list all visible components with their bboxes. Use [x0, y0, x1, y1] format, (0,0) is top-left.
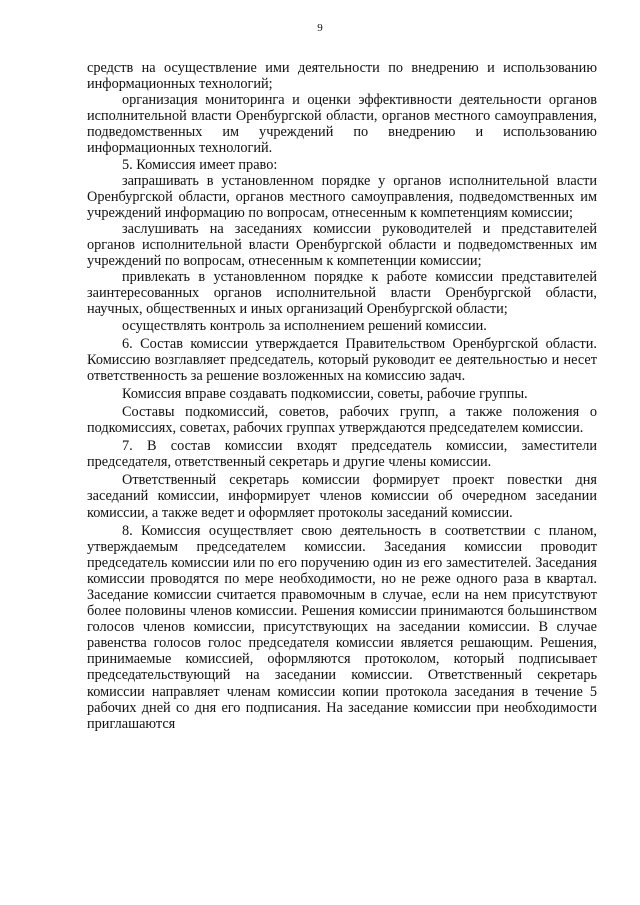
paragraph-section-5-heading: 5. Комиссия имеет право:	[122, 156, 278, 173]
document-body	[87, 60, 597, 732]
paragraph-subcommissions: Комиссия вправе создавать подкомиссии, советы, рабочие группы.	[122, 385, 528, 402]
page-number: 9	[317, 22, 323, 34]
paragraph-right-control-decisions: осуществлять контроль за исполнением решений комиссии.	[122, 317, 487, 334]
paragraph-monitoring-organization: организация мониторинга и оценки эффективности деятельности органов исполнительной власти Оренбургской области, органов местного самоуправления, подведомственных им учреждений по внедрению и использованию информационных технологий.	[87, 92, 597, 157]
paragraph-right-involve-representatives: привлекать в установленном порядке к работе комиссии представителей заинтересованных органов исполнительной власти Оренбургской области, научных, общественных и иных организаций Оренбургской области;	[87, 269, 597, 318]
paragraph-right-request-info: запрашивать в установленном порядке у органов исполнительной власти Оренбургской области, органов местного самоуправления, подведомственных им учреждений информацию по вопросам, отнесенным к компетенциям комиссии;	[87, 172, 597, 221]
paragraph-section-6-composition: 6. Состав комиссии утверждается Правительством Оренбургской области. Комиссию возглавляет председатель, который руководит ее деятельностью и несет ответственность за решение возложенных на комиссию задач.	[87, 335, 597, 384]
paragraph-section-8-activity: 8. Комиссия осуществляет свою деятельность в соответствии с планом, утверждаемым председателем комиссии. Заседания комиссии проводит председатель комиссии или по его поручению один из его заместителей. Заседания комиссии проводятся по мере необходимости, но не реже одного раза в квартал. Заседание комиссии считается правомочным в случае, если на нем присутствуют более половины членов комиссии. Решения комиссии принимаются большинством голосов членов комиссии, присутствующих на заседании комиссии. В случае равенства голосов голос председателя комиссии является решающим. Решения, принимаемые комиссией, оформляются протоколом, который подписывает председательствующий на заседании комиссии. Ответственный секретарь комиссии направляет членам комиссии копии протокола заседания в течение 5 рабочих дней со дня его подписания. На заседание комиссии при необходимости приглашаются	[87, 522, 597, 732]
paragraph-right-hear-officials: заслушивать на заседаниях комиссии руководителей и представителей органов исполнительной власти Оренбургской области и подведомственных им учреждений по вопросам, отнесенным к компетенции комиссии;	[87, 220, 597, 270]
paragraph-continuation-funds: средств на осуществление ими деятельности по внедрению и использованию информационных технологий;	[87, 60, 597, 93]
paragraph-section-7-members: 7. В состав комиссии входят председатель комиссии, заместители председателя, ответственный секретарь и другие члены комиссии.	[87, 438, 597, 471]
paragraph-subcommission-compositions: Составы подкомиссий, советов, рабочих групп, а также положения о подкомиссиях, советах, рабочих группах утверждаются председателем комиссии.	[87, 403, 597, 437]
paragraph-secretary-duties: Ответственный секретарь комиссии формирует проект повестки дня заседаний комиссии, информирует членов комиссии об очередном заседании комиссии, а также ведет и оформляет протоколы заседаний комиссии.	[87, 472, 597, 521]
